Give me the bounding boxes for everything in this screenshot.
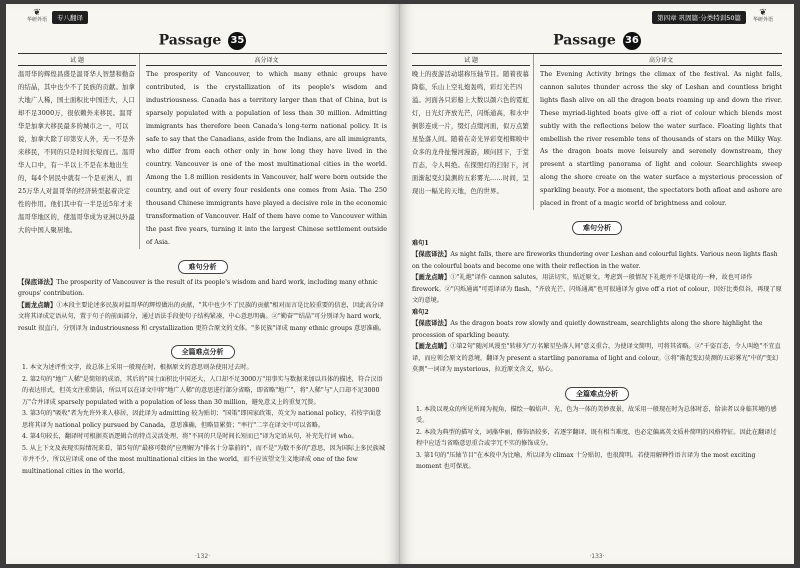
analysis-highlight xyxy=(18,300,387,335)
section-heading: 难句分析 xyxy=(412,215,782,235)
analysis-basic xyxy=(18,277,387,300)
point-item: 2. 本段为典型的描写文，词藻华丽，修饰语较多，若逐字翻译，既有相当难度，也必定偏离英文质朴简明的风格特征。因此在翻译过程中应适当省略意思重合或字冗不实的修饰成分。 xyxy=(416,428,777,448)
chapter-tag: 第四章 巩固篇·分类特训50篇 xyxy=(652,11,746,24)
target-column xyxy=(140,54,387,249)
series-tag: 专八翻译 xyxy=(52,11,88,24)
passage-word: Passage xyxy=(553,32,616,49)
analysis-text: As night falls, there are fireworks thundering over Leshan and colourful lights. Various neon lights flash on the colourful boats and become one with their reflection in the water. xyxy=(412,251,778,270)
analysis-label: 【保底译法】 xyxy=(412,250,451,259)
book-icon: ❦ xyxy=(33,8,41,18)
source-text: 温哥华的辉煌昌盛是温哥华人智慧和勤奋的结晶，其中也少不了民族的贡献。加拿大地广人稀，国土面积比中国还大，人口却不足3000万，很依赖外来移民。温哥华是加拿大移民最多的城市之一，可以说，加拿大除了印第安人外，无一不是外来移民，不同的只是时间长短而已。温哥华人口中，有一半以上不是在本地出生的，每4个居民中就有一个是亚洲人，而25万华人对温哥华的经济转型起着决定性的作用。他们其中有一半是近5年才来温哥华地区的，使温哥华成为亚洲以外最大的中国人聚居地。 xyxy=(18,71,135,234)
analysis-label: 【画龙点睛】 xyxy=(412,342,451,351)
analysis-basic xyxy=(412,249,782,272)
analysis-text: ①"礼炮"译作 cannon salutes，用法切实，贴近原文。考虑到一般情况下礼炮并不是烟花的一种，故也可译作 firework。②"闪烁通离"可霓译译为 flash，"齐放光芒、闪烁通离"也可很通译为 give off a riot of colour，因好比类似谷，再现了原文的意境。 xyxy=(412,274,782,305)
target-text: The prosperity of Vancouver, to which many ethnic groups have contributed, is the crystallization of its people's wisdom and industriousness. Canada has a territory larger than that of China, but is sparsely populated with a population of less than 30 million. Admitting immigrants has therefore been Canada's long-term national policy. It is safe to say that the Canadians, aside from the Indians, are all immigrants, who differ from each other only in how long they have lived in the country. Vancouver is one of the most multinational cities in the world. Among the 1.8 million residents in Vancouver, half were born outside the country, and out of every four residents one comes from Asia. The 250 thousand Chinese immigrants have played a decisive role in the economic transformation of Vancouver. Half of them have come to Vancouver within the past five years, turning it into the largest Chinese settlement outside of Asia. xyxy=(146,70,387,246)
target-column xyxy=(534,54,782,210)
analysis-highlight xyxy=(412,341,782,376)
logo-text: 华研外语 xyxy=(26,17,47,23)
publisher-logo xyxy=(20,10,54,28)
publisher-logo xyxy=(746,10,780,28)
passage-number-badge: 36 xyxy=(623,32,641,50)
analysis-label: 【保底译法】 xyxy=(18,277,57,286)
right-page xyxy=(400,4,794,564)
source-column xyxy=(412,54,534,210)
analysis-text: ①第2句"随河风漫至"转移为"万名繁星坠落人间"意义重合，为使译文简明，可将其省略。②"千姿百态，令人叫绝"不宜直译，而应领会原文的意境，翻译为 present a startling panorama of light and colour。③将"渐起变幻莫测的五彩雾光"中的"变幻莫测"一词译为 mysterious，拉近原文含义，贴心。 xyxy=(412,343,781,374)
section-heading: 难句分析 xyxy=(18,254,387,274)
passage-title xyxy=(18,30,387,50)
source-column-header: 试 题 xyxy=(18,54,136,66)
passage-number-badge: 35 xyxy=(228,32,246,50)
page-number: ·132· xyxy=(194,553,211,560)
left-page xyxy=(6,4,400,564)
point-item: 1. 本段以观众的所见所闻为视角，描绘一幅焰声、光、色为一体的美妙夜景，故采用一般现在时为总体时态，给读者以身临其境的感受。 xyxy=(416,405,777,425)
section-heading: 全篇难点分析 xyxy=(18,339,387,359)
analysis-highlight xyxy=(412,272,782,307)
analysis-basic xyxy=(412,318,782,341)
book-icon: ❦ xyxy=(759,8,767,18)
page-header xyxy=(412,10,782,28)
page-header xyxy=(18,10,387,28)
passage-title xyxy=(412,30,782,50)
difficult-sentence-heading: 难句1 xyxy=(412,239,429,247)
translation-columns xyxy=(412,53,782,210)
section-heading: 全篇难点分析 xyxy=(412,381,782,401)
target-column-header: 高分译文 xyxy=(540,54,782,66)
logo-text: 华研外语 xyxy=(752,17,773,23)
passage-word: Passage xyxy=(158,32,222,49)
target-column-header: 高分译文 xyxy=(146,54,387,66)
source-column xyxy=(18,54,140,249)
difficult-sentence-heading: 难句2 xyxy=(412,308,429,316)
analysis-label: 【画龙点睛】 xyxy=(412,273,451,282)
point-item: 3. 第1句的"压轴节目"在本段中为比喻，所以译为 climax 十分贴切，也很简明。若使用解释性语言译为 the most exciting moment 也可保底。 xyxy=(416,451,756,471)
book-spread xyxy=(6,4,794,564)
page-number: ·133· xyxy=(589,553,605,560)
analysis-text: ①本段主要论述多民族对温哥华的辉煌做出的贡献，"其中也少不了民族的贡献"相对而言是比较重要的信息，因此高分译文将其译成定语从句，置于句子的前面部分，通过语法手段使句子结构紧凑，中心意思明确。②"勤奋""结晶"可分别译为 hard work, result 很直白，分别译为 industriousness 和 crystallization 更符合原文的文体。"多民族"译成 many ethnic groups 意思准确。 xyxy=(18,301,385,332)
point-item: 2. 第2句的"地广人稀"是简短的成语，其后的"国土面积比中国还大，人口却不足3000万"用事实与数据来加以具体的描述，符合汉语的表达形式，但英文注重简洁，所以可以在译文中将"地广人稀"的意思进行部分省略，即省略"地广"，将"人稀"与"人口却不足3000万"合并译成 sparsely populated with a population of less than 30 million，避免意义上的重复冗赘。 xyxy=(22,375,383,406)
point-item: 1. 本文为述评性文字，故总体上采用一般现在时，根据原文的意思则杂使用过去时。 xyxy=(22,364,253,372)
analysis-text: The prosperity of Vancouver is the result of its people's wisdom and hard work, including many ethnic groups' contribution. xyxy=(18,278,378,298)
analysis-label: 【画龙点睛】 xyxy=(18,300,57,309)
source-column-header: 试 题 xyxy=(412,54,530,66)
target-text: The Evening Activity brings the climax of the festival. As night falls, cannon salutes thunder across the sky of Leshan and countless bright lights flash alive on all the dragon boats roaming up and down the river. These myriad-lighted boats give off a riot of colour which blends most subtly with the reflections below the water surface. Floating lights that embellish the river resemble tens of thousands of stars on the Milky Way. As the dragon boats move leisurely and serenely downstream, they present a startling panorama of light and colour. Searchlights sweep along the shore create on the water surface a mysterious procession of sparkling beauty. For a moment, the spectators both afloat and ashore are placed in front of a magic world of brightness and colour. xyxy=(540,70,782,208)
point-item: 5. 从上下文及表现实际情况来看，第5句的"最移可数的"应理解为"排名十分靠前的"，而不是"为数不多的"意思，因为国际上多民族城市并不少，所以应译成 one of the most multinational cities in the world，而不应该望文生义地译成 one of the few multinational cities in the world。 xyxy=(22,444,386,475)
source-text: 晚上的夜游活动堪称压轴节目。随着夜幕降临，乐山上空礼炮轰鸣，彩灯光芒四溢。河面各只彩船上大数以颜六色的霓虹灯，日光灯齐放光芒，闪烁通高，和水中倒影连成一片，缀灯点缀河面，似万点繁星坠落人间。随着在奇光异彩变相辉映中众多的龙舟扯慢河漫游，顾问回下，于堂百态，令人叫绝。在探照灯的扫射下，河面渐起变幻莫测的五彩雾光……时间，呈现出一幅光的天地，色的世界。 xyxy=(412,71,529,195)
point-item: 4. 第4句较长，翻译时可根据英语逻辑合的特点灵活处理，将"不同的只是时间长短而已"译为定语从句，补充先行词 who。 xyxy=(22,433,358,441)
analysis-text: As the dragon boats row slowly and quietly downstream, searchlights along the shore highlight the procession of sparkling beauty. xyxy=(412,320,763,339)
analysis-label: 【保底译法】 xyxy=(412,319,451,328)
point-item: 3. 第3句的"吸收"者为允许外来人移居，因此译为 admitting 较为贴切；"国策"即国家政策，英文为 national policy，若按字面意思将其译为 national policy pursued by Canada，意思准确，但略显累赘；"率行"二字在译文中可以省略。 xyxy=(22,410,382,429)
translation-columns xyxy=(18,53,387,249)
